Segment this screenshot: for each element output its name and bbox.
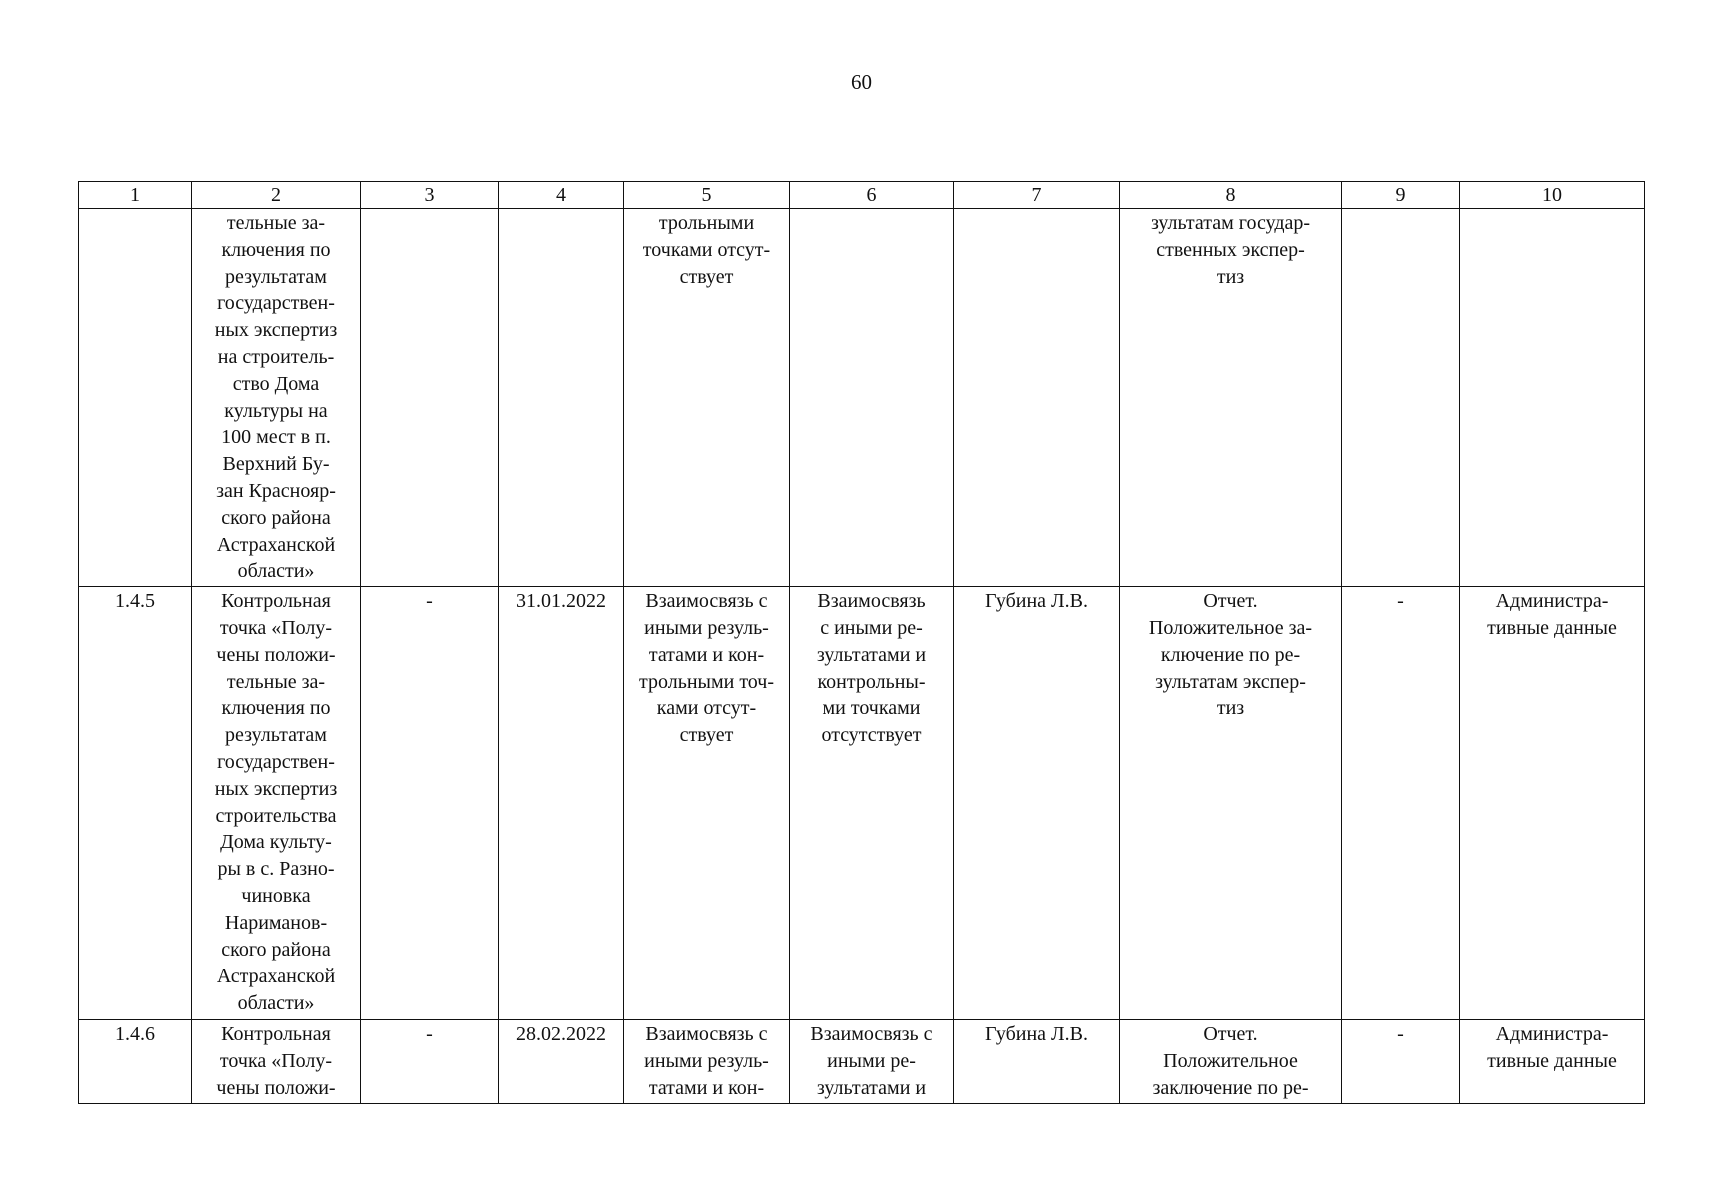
- table-cell-number: [79, 209, 192, 587]
- cell-text: Взаимосвязь с иными ре- зультатами и: [810, 1023, 933, 1099]
- table-cell-source: [1460, 587, 1645, 1020]
- table-row-1-4-6: [79, 1020, 1645, 1103]
- table-cell-relation-2: [790, 587, 954, 1020]
- cell-text: Губина Л.В.: [985, 590, 1088, 613]
- cell-text: -: [426, 590, 433, 613]
- table-cell-responsible: [954, 209, 1120, 587]
- table-cell-col9: [1342, 209, 1460, 587]
- table-cell-col3: [361, 209, 499, 587]
- table-cell-source: [1460, 1020, 1645, 1103]
- column-header-3: 3: [361, 182, 499, 209]
- cell-text: Взаимосвязь с иными ре- зультатами и контрольны- ми точками отсутствует: [816, 590, 927, 747]
- table-cell-source: [1460, 209, 1645, 587]
- table-cell-responsible: [954, 587, 1120, 1020]
- column-header-7: 7: [954, 182, 1120, 209]
- cell-text: Контрольная точка «Полу- чены положи-: [216, 1023, 336, 1099]
- table-cell-date: [499, 1020, 624, 1103]
- table-cell-date: [499, 209, 624, 587]
- column-header-8: 8: [1120, 182, 1342, 209]
- table-cell-relation-2: [790, 1020, 954, 1103]
- table-cell-col9: [1342, 587, 1460, 1020]
- table-cell-relation: [624, 1020, 790, 1103]
- table-cell-date: [499, 587, 624, 1020]
- table-cell-col3: [361, 587, 499, 1020]
- cell-text: трольными точками отсут- ствует: [642, 212, 771, 288]
- cell-text: -: [1397, 1023, 1404, 1046]
- table-cell-description: [192, 587, 361, 1020]
- table-cell-description: [192, 209, 361, 587]
- cell-text: Администра- тивные данные: [1487, 1023, 1617, 1072]
- cell-text: -: [426, 1023, 433, 1046]
- page-number: 60: [851, 70, 872, 94]
- table-cell-relation: [624, 209, 790, 587]
- cell-text: Контрольная точка «Полу- чены положи- тельные за- ключения по результатам государствен- ных экспертиз строительства Дома культу- ры в с. Разно- чиновка Нариманов- ского района Астраханской области»: [214, 590, 338, 1015]
- cell-text: Администра- тивные данные: [1487, 590, 1617, 639]
- table-cell-report: [1120, 1020, 1342, 1103]
- cell-text: -: [1397, 590, 1404, 613]
- table-row-continuation: [79, 209, 1645, 587]
- table-cell-relation: [624, 587, 790, 1020]
- cell-text: тельные за- ключения по результатам государствен- ных экспертиз на строитель- ство Дома культуры на 100 мест в п. Верхний Бу- зан Краснояр- ского района Астраханской области»: [214, 212, 338, 583]
- table-cell-col3: [361, 1020, 499, 1103]
- table-cell-col9: [1342, 1020, 1460, 1103]
- table-cell-report: [1120, 587, 1342, 1020]
- column-header-6: 6: [790, 182, 954, 209]
- cell-text: Отчет. Положительное заключение по ре-: [1152, 1023, 1309, 1099]
- column-header-1: 1: [79, 182, 192, 209]
- table-cell-description: [192, 1020, 361, 1103]
- control-points-table: [78, 181, 1645, 1104]
- cell-text: Взаимосвязь с иными резуль- татами и кон- трольными точ- ками отсут- ствует: [639, 590, 774, 747]
- column-header-5: 5: [624, 182, 790, 209]
- column-header-4: 4: [499, 182, 624, 209]
- table-row-1-4-5: [79, 587, 1645, 1020]
- cell-text: 1.4.6: [115, 1023, 155, 1046]
- cell-text: зультатам государ- ственных экспер- тиз: [1150, 212, 1311, 288]
- table-cell-number: [79, 587, 192, 1020]
- table-cell-report: [1120, 209, 1342, 587]
- cell-text: Взаимосвязь с иными резуль- татами и кон-: [644, 1023, 769, 1099]
- cell-text: Отчет. Положительное за- ключение по ре- зультатам экспер- тиз: [1148, 590, 1313, 720]
- cell-text: 1.4.5: [115, 590, 155, 613]
- cell-text: 31.01.2022: [516, 590, 606, 613]
- cell-text: 28.02.2022: [516, 1023, 606, 1046]
- column-header-9: 9: [1342, 182, 1460, 209]
- column-number-header-row: [79, 182, 1645, 209]
- table-cell-responsible: [954, 1020, 1120, 1103]
- table-cell-number: [79, 1020, 192, 1103]
- column-header-2: 2: [192, 182, 361, 209]
- column-header-10: 10: [1460, 182, 1645, 209]
- cell-text: Губина Л.В.: [985, 1023, 1088, 1046]
- table-cell-relation-2: [790, 209, 954, 587]
